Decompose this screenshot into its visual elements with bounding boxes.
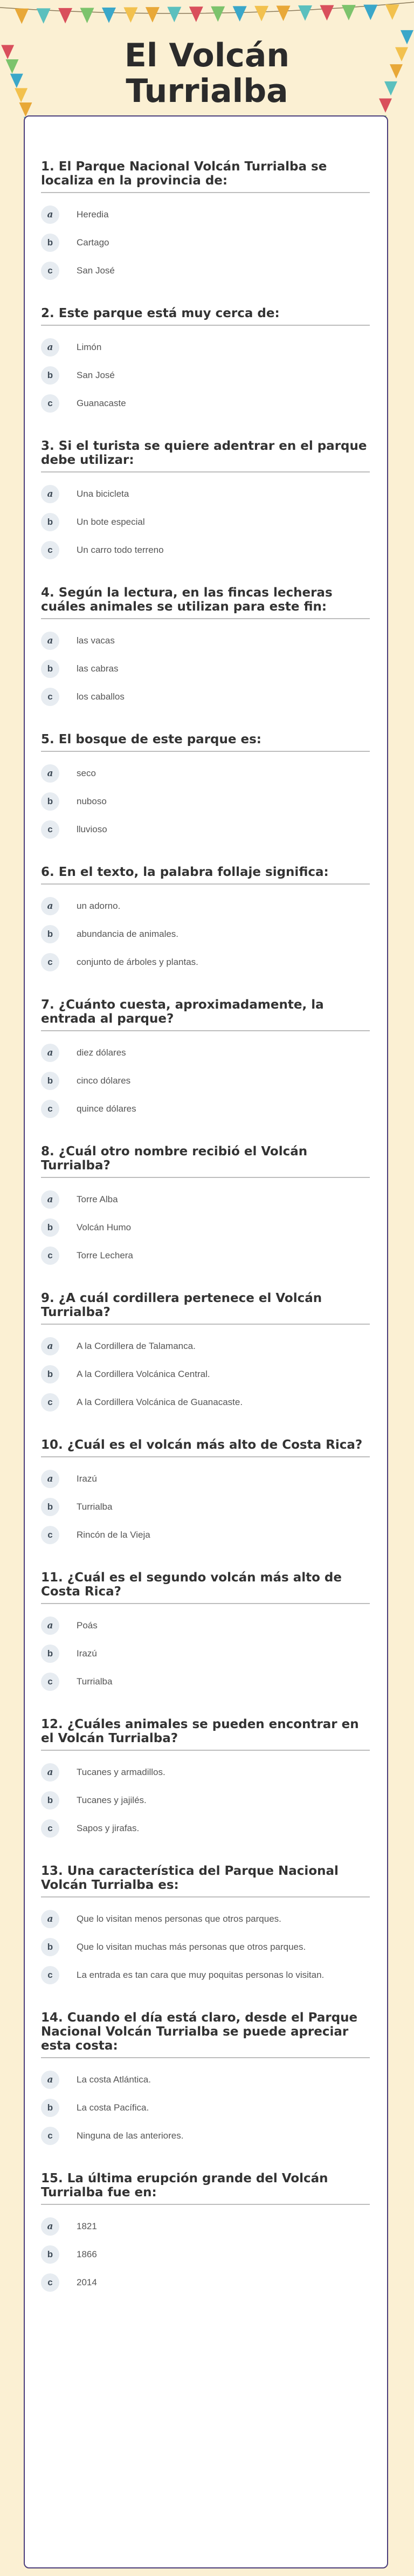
divider — [41, 471, 370, 472]
option-letter-badge: b — [41, 1365, 59, 1383]
question-15 — [41, 2171, 370, 2297]
option-letter-badge: a — [41, 1190, 59, 1209]
question-title: 14. Cuando el día está claro, desde el Parque Nacional Volcán Turrialba se puede apreciar esta costa: — [41, 2011, 358, 2053]
option-text: Cartago — [77, 237, 109, 248]
bunting-flag — [233, 6, 247, 22]
option-text: Ninguna de las anteriores. — [77, 2130, 184, 2141]
option-letter-badge: c — [41, 1100, 59, 1118]
answer-option[interactable] — [41, 1465, 370, 1493]
option-letter-badge: b — [41, 1218, 59, 1237]
answer-option[interactable] — [41, 1039, 370, 1067]
option-letter-badge: c — [41, 541, 59, 559]
divider — [41, 751, 370, 752]
answer-option[interactable] — [41, 1814, 370, 1842]
bunting-flag — [123, 8, 137, 23]
answer-option[interactable] — [41, 1933, 370, 1961]
option-letter-badge: b — [41, 2099, 59, 2117]
answer-option[interactable] — [41, 1786, 370, 1814]
answer-option[interactable] — [41, 1493, 370, 1521]
option-text: Irazú — [77, 1648, 97, 1659]
option-text: Que lo visitan muchas más personas que otros parques. — [77, 1942, 306, 1952]
question-title: 10. ¿Cuál es el volcán más alto de Costa Rica? — [41, 1438, 363, 1452]
option-text: Limón — [77, 342, 102, 352]
option-letter-badge: a — [41, 1337, 59, 1355]
answer-option[interactable] — [41, 1214, 370, 1242]
option-text: las vacas — [77, 635, 115, 646]
bunting-flag — [15, 9, 29, 24]
answer-option[interactable] — [41, 1521, 370, 1549]
option-letter-badge: b — [41, 2245, 59, 2264]
option-letter-badge: a — [41, 1763, 59, 1782]
title-line-1: El Volcán — [124, 37, 290, 74]
option-text: Guanacaste — [77, 398, 126, 408]
answer-option[interactable] — [41, 361, 370, 389]
bunting-flag — [58, 8, 72, 24]
option-letter-badge: c — [41, 1393, 59, 1412]
option-letter-badge: a — [41, 338, 59, 357]
answer-option[interactable] — [41, 1905, 370, 1933]
option-text: Irazú — [77, 1474, 97, 1484]
answer-option[interactable] — [41, 2269, 370, 2297]
option-letter-badge: b — [41, 1791, 59, 1810]
option-letter-badge: a — [41, 897, 59, 915]
answer-option[interactable] — [41, 508, 370, 536]
answer-option[interactable] — [41, 480, 370, 508]
option-letter-badge: a — [41, 1910, 59, 1928]
answer-option[interactable] — [41, 257, 370, 285]
option-text: Rincón de la Vieja — [77, 1530, 150, 1540]
option-text: cinco dólares — [77, 1075, 131, 1086]
bunting-flag — [37, 8, 51, 24]
answer-option[interactable] — [41, 2212, 370, 2241]
answer-option[interactable] — [41, 1242, 370, 1270]
question-2 — [41, 306, 370, 417]
question-4 — [41, 586, 370, 711]
option-letter-badge: b — [41, 792, 59, 811]
option-text: diez dólares — [77, 1047, 126, 1058]
question-9 — [41, 1291, 370, 1416]
option-letter-badge: b — [41, 1938, 59, 1956]
bunting-flag — [385, 4, 399, 20]
option-text: Heredia — [77, 209, 109, 220]
answer-option[interactable] — [41, 2241, 370, 2269]
answer-option[interactable] — [41, 655, 370, 683]
question-14 — [41, 2011, 370, 2150]
option-text: Tucanes y jajilés. — [77, 1795, 147, 1805]
question-title: 8. ¿Cuál otro nombre recibió el Volcán Turrialba? — [41, 1145, 308, 1173]
option-text: A la Cordillera de Talamanca. — [77, 1341, 196, 1351]
option-text: Sapos y jirafas. — [77, 1823, 140, 1833]
question-title: 7. ¿Cuánto cuesta, aproximadamente, la entrada al parque? — [41, 998, 324, 1026]
bunting-flag — [254, 6, 268, 22]
question-title: 15. La última erupción grande del Volcán Turrialba fue en: — [41, 2171, 328, 2200]
option-text: Que lo visitan menos personas que otros parques. — [77, 1914, 281, 1924]
option-letter-badge: c — [41, 1966, 59, 1984]
divider — [41, 1456, 370, 1457]
question-title: 2. Este parque está muy cerca de: — [41, 306, 280, 320]
divider — [41, 2057, 370, 2058]
divider — [41, 883, 370, 885]
option-letter-badge: c — [41, 2127, 59, 2145]
option-text: Volcán Humo — [77, 1222, 132, 1232]
question-5 — [41, 732, 370, 844]
answer-option[interactable] — [41, 1758, 370, 1786]
option-letter-badge: b — [41, 234, 59, 252]
divider — [41, 192, 370, 193]
option-letter-badge: c — [41, 2273, 59, 2292]
bunting-flag — [320, 5, 334, 21]
bunting-flag — [146, 7, 160, 23]
divider — [41, 618, 370, 619]
divider — [41, 1896, 370, 1897]
answer-option[interactable] — [41, 536, 370, 564]
question-11 — [41, 1571, 370, 1696]
answer-option[interactable] — [41, 1668, 370, 1696]
option-letter-badge: c — [41, 1673, 59, 1691]
answer-option[interactable] — [41, 2094, 370, 2122]
option-text: Un bote especial — [77, 517, 145, 527]
option-letter-badge: b — [41, 513, 59, 531]
option-letter-badge: a — [41, 1044, 59, 1062]
option-letter-badge: a — [41, 632, 59, 650]
option-letter-badge: b — [41, 1498, 59, 1516]
question-title: 12. ¿Cuáles animales se pueden encontrar en el Volcán Turrialba? — [41, 1717, 359, 1745]
option-text: San José — [77, 265, 115, 276]
bunting-flag — [189, 6, 203, 22]
question-13 — [41, 1864, 370, 1989]
option-letter-badge: a — [41, 2217, 59, 2236]
bunting-flag — [211, 6, 225, 22]
answer-option[interactable] — [41, 201, 370, 229]
option-text: 2014 — [77, 2277, 97, 2287]
answer-option[interactable] — [41, 787, 370, 816]
option-letter-badge: a — [41, 2071, 59, 2089]
answer-option[interactable] — [41, 816, 370, 844]
answer-option[interactable] — [41, 1612, 370, 1640]
option-letter-badge: c — [41, 688, 59, 706]
option-text: un adorno. — [77, 901, 121, 911]
divider — [41, 2204, 370, 2205]
bunting-flag — [102, 8, 116, 23]
divider — [41, 325, 370, 326]
question-1 — [41, 160, 370, 285]
option-letter-badge: b — [41, 1072, 59, 1090]
divider — [41, 1603, 370, 1604]
option-text: quince dólares — [77, 1104, 136, 1114]
option-letter-badge: a — [41, 1470, 59, 1488]
question-12 — [41, 1717, 370, 1842]
bunting-flag — [342, 5, 356, 20]
question-title: 6. En el texto, la palabra follaje significa: — [41, 865, 329, 879]
option-text: Un carro todo terreno — [77, 545, 164, 555]
option-text: los caballos — [77, 691, 125, 702]
option-letter-badge: c — [41, 820, 59, 839]
question-3 — [41, 439, 370, 564]
option-text: abundancia de animales. — [77, 929, 179, 939]
answer-option[interactable] — [41, 627, 370, 655]
answer-option[interactable] — [41, 1186, 370, 1214]
option-text: conjunto de árboles y plantas. — [77, 957, 198, 967]
option-text: Poás — [77, 1620, 98, 1630]
option-letter-badge: c — [41, 953, 59, 971]
option-letter-badge: b — [41, 660, 59, 678]
option-text: La entrada es tan cara que muy poquitas personas lo visitan. — [77, 1970, 325, 1980]
question-title: 1. El Parque Nacional Volcán Turrialba se localiza en la provincia de: — [41, 160, 327, 188]
question-title: 3. Si el turista se quiere adentrar en el parque debe utilizar: — [41, 439, 367, 467]
bunting-flag — [363, 5, 377, 20]
bunting-flag — [298, 5, 312, 21]
question-7 — [41, 998, 370, 1123]
option-text: Turrialba — [77, 1502, 113, 1512]
option-text: Torre Lechera — [77, 1250, 133, 1260]
divider — [41, 1177, 370, 1178]
question-title: 9. ¿A cuál cordillera pertenece el Volcán Turrialba? — [41, 1291, 322, 1319]
option-text: las cabras — [77, 663, 119, 674]
bunting-flag — [277, 5, 291, 21]
answer-option[interactable] — [41, 892, 370, 920]
answer-option[interactable] — [41, 1332, 370, 1360]
question-6 — [41, 865, 370, 976]
option-letter-badge: c — [41, 1819, 59, 1838]
option-text: Tucanes y armadillos. — [77, 1767, 165, 1777]
option-letter-badge: c — [41, 262, 59, 280]
option-letter-badge: c — [41, 1246, 59, 1265]
question-title: 5. El bosque de este parque es: — [41, 732, 261, 746]
option-text: La costa Pacífica. — [77, 2102, 149, 2113]
option-text: seco — [77, 768, 96, 778]
answer-option[interactable] — [41, 1095, 370, 1123]
option-letter-badge: b — [41, 1645, 59, 1663]
option-text: nuboso — [77, 796, 107, 806]
option-text: Torre Alba — [77, 1194, 118, 1204]
option-text: San José — [77, 370, 115, 380]
answer-option[interactable] — [41, 683, 370, 711]
answer-option[interactable] — [41, 1961, 370, 1989]
option-letter-badge: a — [41, 485, 59, 503]
answer-option[interactable] — [41, 2122, 370, 2150]
option-letter-badge: c — [41, 1526, 59, 1544]
question-8 — [41, 1145, 370, 1270]
page-title — [0, 38, 414, 109]
option-letter-badge: a — [41, 764, 59, 783]
divider — [41, 1324, 370, 1325]
option-text: Una bicicleta — [77, 489, 129, 499]
option-letter-badge: a — [41, 205, 59, 224]
divider — [41, 1030, 370, 1031]
quiz-card — [24, 115, 388, 2568]
title-line-2: Turrialba — [126, 72, 288, 110]
option-letter-badge: a — [41, 1616, 59, 1635]
answer-option[interactable] — [41, 1388, 370, 1416]
option-text: A la Cordillera Volcánica Central. — [77, 1369, 210, 1379]
answer-option[interactable] — [41, 1067, 370, 1095]
bunting-flag — [80, 8, 94, 23]
option-letter-badge: b — [41, 366, 59, 385]
option-letter-badge: c — [41, 394, 59, 413]
option-text: 1866 — [77, 2249, 97, 2259]
answer-option[interactable] — [41, 2066, 370, 2094]
answer-option[interactable] — [41, 1640, 370, 1668]
option-letter-badge: b — [41, 925, 59, 943]
option-text: A la Cordillera Volcánica de Guanacaste. — [77, 1397, 243, 1407]
question-title: 11. ¿Cuál es el segundo volcán más alto de Costa Rica? — [41, 1571, 342, 1599]
option-text: 1821 — [77, 2221, 97, 2231]
answer-option[interactable] — [41, 229, 370, 257]
answer-option[interactable] — [41, 920, 370, 948]
question-10 — [41, 1438, 370, 1549]
bunting-flag — [167, 7, 181, 23]
answer-option[interactable] — [41, 389, 370, 417]
option-text: La costa Atlántica. — [77, 2074, 151, 2085]
question-title: 4. Según la lectura, en las fincas lecheras cuáles animales se utilizan para este fin: — [41, 586, 333, 614]
answer-option[interactable] — [41, 1360, 370, 1388]
answer-option[interactable] — [41, 333, 370, 361]
answer-option[interactable] — [41, 948, 370, 976]
divider — [41, 1750, 370, 1751]
answer-option[interactable] — [41, 759, 370, 787]
option-text: lluvioso — [77, 824, 107, 834]
question-title: 13. Una característica del Parque Nacional Volcán Turrialba es: — [41, 1864, 339, 1892]
option-text: Turrialba — [77, 1676, 113, 1687]
